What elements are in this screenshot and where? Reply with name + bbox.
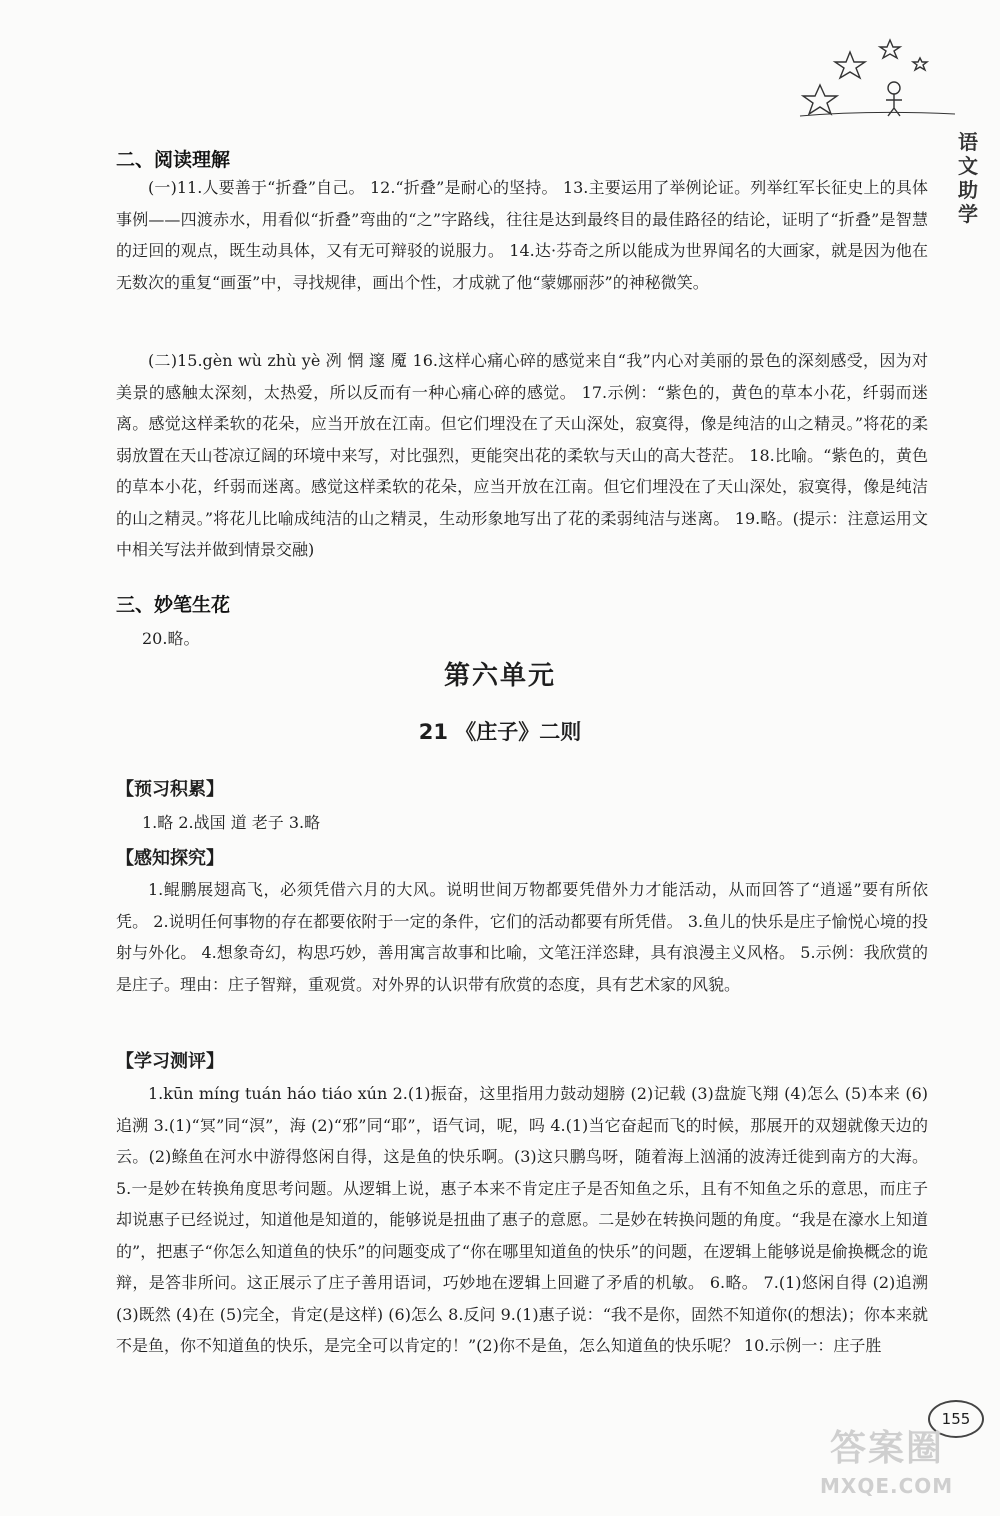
stars-decoration-icon (790, 30, 960, 120)
watermark-url: MXQE.COM (820, 1474, 954, 1498)
reading-section-heading: 二、阅读理解 (116, 149, 231, 171)
watermark-logo (800, 1420, 990, 1500)
writing-answer: 20.略。 (142, 629, 200, 648)
reading-passage-one-answers: (一)11.人要善于“折叠”自己。 12.“折叠”是耐心的坚持。 13.主要运用了举例论证。列举红军长征史上的具体事例——四渡赤水，用看似“折叠”弯曲的“之”字路线，往往是达到最终目的最佳路径的结论，证明了“折叠”是智慧的迂回的观点，既生动具体，又有无可辩驳的说服力。 14.达·芬奇之所以能成为世界闻名的大画家，就是因为他在无数次的重复“画蛋”中，寻找规律，画出个性，才成就了他“蒙娜丽莎”的神秘微笑。 (116, 178, 928, 292)
watermark-title: 答案圈 (830, 1428, 945, 1469)
writing-section-heading: 三、妙笔生花 (116, 594, 231, 616)
side-label: 语文助学 (958, 130, 978, 226)
preview-answers: 1.略 2.战国 道 老子 3.略 (142, 813, 321, 832)
assessment-label: 【学习测评】 (116, 1051, 224, 1072)
preview-label: 【预习积累】 (116, 779, 224, 800)
explore-label: 【感知探究】 (116, 848, 224, 869)
page-number: 155 (928, 1400, 984, 1438)
reading-passage-two-answers: (二)15.gèn wù zhù yè 冽 惘 邃 魇 16.这样心痛心碎的感觉来自“我”内心对美丽的景色的深刻感受，因为对美景的感触太深刻，太热爱，所以反而有一种心痛心碎的感觉。 17.示例：“紫色的，黄色的草本小花，纤弱而迷离。感觉这样柔软的花朵，应当开放在江南。但它们埋没在了天山深处，寂寞得，像是纯洁的山之精灵。”将花的柔弱放置在天山苍凉辽阔的环境中来写，对比强烈，更能突出花的柔软与天山的高大苍茫。 18.比喻。“紫色的，黄色的草本小花，纤弱而迷离。感觉这样柔软的花朵，应当开放在江南。但它们埋没在了天山深处，寂寞得，像是纯洁的山之精灵。”将花儿比喻成纯洁的山之精灵，生动形象地写出了花的柔弱纯洁与迷离。 19.略。(提示：注意运用文中相关写法并做到情景交融) (116, 351, 928, 559)
lesson-title: 21 《庄子》二则 (418, 720, 582, 744)
explore-answers: 1.鲲鹏展翅高飞，必须凭借六月的大风。说明世间万物都要凭借外力才能活动，从而回答了“逍遥”要有所依凭。 2.说明任何事物的存在都要依附于一定的条件，它们的活动都要有所凭借。 3.鱼儿的快乐是庄子愉悦心境的投射与外化。 4.想象奇幻，构思巧妙，善用寓言故事和比喻，文笔汪洋恣肆，具有浪漫主义风格。 5.示例：我欣赏的是庄子。理由：庄子智辩，重观赏。对外界的认识带有欣赏的态度，具有艺术家的风貌。 (116, 880, 928, 994)
assessment-answers: 1.kūn míng tuán háo tiáo xún 2.(1)振奋，这里指用力鼓动翅膀 (2)记载 (3)盘旋飞翔 (4)怎么 (5)本来 (6)追溯 3.(1)“冥”同“溟”，海 (2)“邪”同“耶”，语气词，呢，吗 4.(1)当它奋起而飞的时候，那展开的双翅就像天边的云。(2)鲦鱼在河水中游得悠闲自得，这是鱼的快乐啊。(3)这只鹏鸟呀，随着海上汹涌的波涛迁徙到南方的大海。 5.一是妙在转换角度思考问题。从逻辑上说，惠子本来不肯定庄子是否知鱼之乐，且有不知鱼之乐的意思，而庄子却说惠子已经说过，知道他是知道的，能够说是扭曲了惠子的意愿。二是妙在转换问题的角度。“我是在濠水上知道的”，把惠子“你怎么知道鱼的快乐”的问题变成了“你在哪里知道鱼的快乐”的问题，在逻辑上能够说是偷换概念的诡辩，是答非所问。这正展示了庄子善用语词，巧妙地在逻辑上回避了矛盾的机敏。 6.略。 7.(1)悠闲自得 (2)追溯 (3)既然 (4)在 (5)完全，肯定(是这样) (6)怎么 8.反问 9.(1)惠子说：“我不是你，固然不知道你(的想法)；你本来就不是鱼，你不知道鱼的快乐，是完全可以肯定的！”(2)你不是鱼，怎么知道鱼的快乐呢？ 10.示例一：庄子胜 (116, 1084, 928, 1355)
unit-title: 第六单元 (443, 661, 556, 691)
